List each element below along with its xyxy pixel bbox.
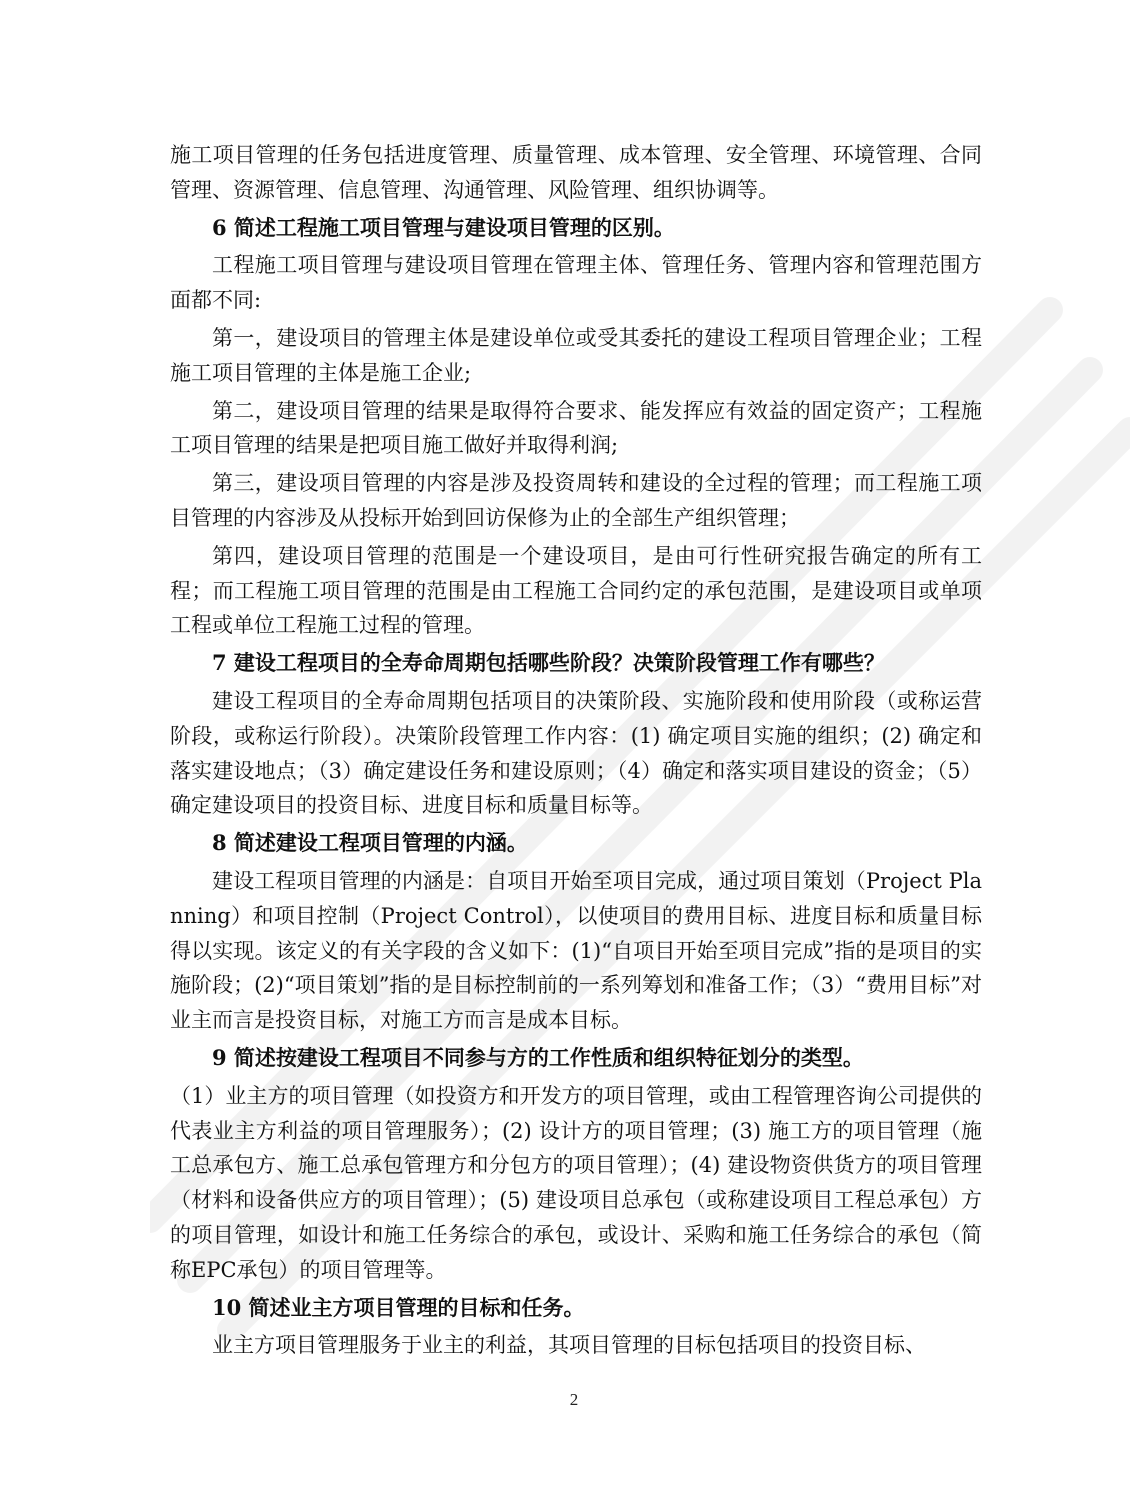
paragraph: 第二，建设项目管理的结果是取得符合要求、能发挥应有效益的固定资产；工程施工项目管理的结果是把项目施工做好并取得利润; bbox=[170, 398, 982, 458]
paragraph: （1）业主方的项目管理（如投资方和开发方的项目管理，或由工程管理咨询公司提供的代表业主方利益的项目管理服务）；(2) 设计方的项目管理；(3) 施工方的项目管理（施工总承包方、施工总承包管理方和分包方的项目管理）；(4) 建设物资供货方的项目管理（材料和设备供应方的项目管理）；(5) 建设项目总承包（或称建设项目工程总承包）方的项目管理，如设计和施工任务综合的承包，或设计、采购和施工任务综合的承包（简称EPC承包）的项目管理等。 bbox=[170, 1083, 982, 1282]
paragraph: 业主方项目管理服务于业主的利益，其项目管理的目标包括项目的投资目标、 bbox=[212, 1333, 926, 1358]
question-heading: 8 简述建设工程项目管理的内涵。 bbox=[212, 830, 528, 856]
question-heading: 9 简述按建设工程项目不同参与方的工作性质和组织特征划分的类型。 bbox=[212, 1044, 864, 1070]
question-heading: 10 简述业主方项目管理的目标和任务。 bbox=[212, 1294, 585, 1320]
paragraph: 第三，建设项目管理的内容是涉及投资周转和建设的全过程的管理；而工程施工项目管理的内容涉及从投标开始到回访保修为止的全部生产组织管理； bbox=[170, 471, 982, 530]
document-body bbox=[170, 138, 982, 1366]
question-heading: 7 建设工程项目的全寿命周期包括哪些阶段？决策阶段管理工作有哪些？ bbox=[212, 650, 885, 676]
paragraph: 建设工程项目的全寿命周期包括项目的决策阶段、实施阶段和使用阶段（或称运营阶段，或称运行阶段）。决策阶段管理工作内容：(1) 确定项目实施的组织；(2) 确定和落实建设地点；（3）确定建设任务和建设原则；（4）确定和落实项目建设的资金；（5）确定建设项目的投资目标、进度目标和质量目标等。 bbox=[170, 688, 982, 818]
paragraph: 第四，建设项目管理的范围是一个建设项目，是由可行性研究报告确定的所有工程；而工程施工项目管理的范围是由工程施工合同约定的承包范围，是建设项目或单项工程或单位工程施工过程的管理。 bbox=[170, 543, 982, 638]
paragraph: 第一，建设项目的管理主体是建设单位或受其委托的建设工程项目管理企业；工程施工项目管理的主体是施工企业; bbox=[170, 325, 982, 385]
paragraph: 工程施工项目管理与建设项目管理在管理主体、管理任务、管理内容和管理范围方面都不同: bbox=[170, 253, 982, 313]
paragraph: 建设工程项目管理的内涵是：自项目开始至项目完成，通过项目策划（Project Planning）和项目控制（Project Control），以使项目的费用目标、进度目标和质量目标得以实现。该定义的有关字段的含义如下：(1)“自项目开始至项目完成”指的是项目的实施阶段；(2)“项目策划”指的是目标控制前的一系列筹划和准备工作；（3）“费用目标”对业主而言是投资目标，对施工方而言是成本目标。 bbox=[170, 868, 982, 1033]
paragraph: 施工项目管理的任务包括进度管理、质量管理、成本管理、安全管理、环境管理、合同管理、资源管理、信息管理、沟通管理、风险管理、组织协调等。 bbox=[170, 143, 982, 202]
page-number: 2 bbox=[569, 1390, 579, 1409]
question-heading: 6 简述工程施工项目管理与建设项目管理的区别。 bbox=[212, 214, 675, 240]
